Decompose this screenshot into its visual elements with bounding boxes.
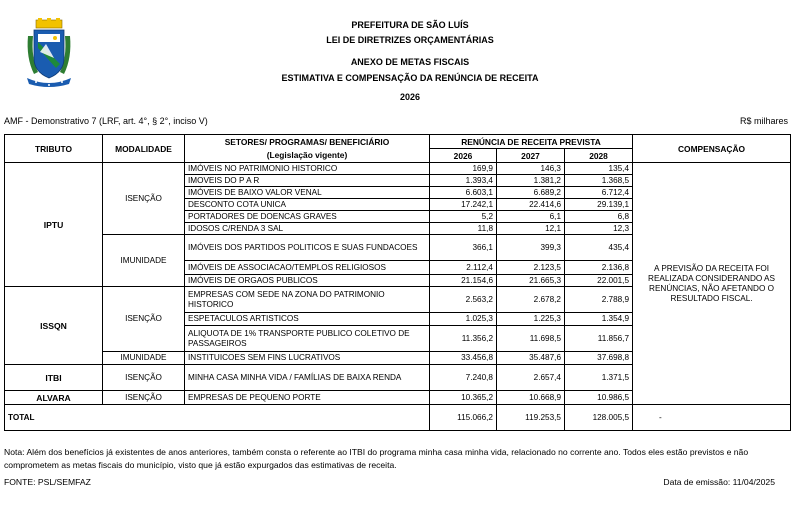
- source-label: FONTE: PSL/SEMFAZ: [4, 477, 91, 487]
- value-2028: 22.001,5: [565, 275, 633, 287]
- value-2027: 6,1: [497, 211, 565, 223]
- col-year-2027: 2027: [497, 149, 565, 163]
- value-2028: 6.712,4: [565, 187, 633, 199]
- value-2027: 35.487,6: [497, 352, 565, 365]
- value-2028: 2.136,8: [565, 261, 633, 275]
- value-2028: 435,4: [565, 235, 633, 261]
- setor-cell: IMOVEIS DO P A R: [185, 175, 430, 187]
- setor-cell: INSTITUICOES SEM FINS LUCRATIVOS: [185, 352, 430, 365]
- total-compensacao: -: [633, 405, 791, 431]
- value-2026: 169,9: [430, 163, 497, 175]
- header-year: 2026: [399, 92, 421, 102]
- emission-date: Data de emissão: 11/04/2025: [663, 477, 775, 487]
- setor-cell: IMÓVEIS DE ASSOCIACAO/TEMPLOS RELIGIOSOS: [185, 261, 430, 275]
- value-2028: 2.788,9: [565, 287, 633, 313]
- modalidade-imunidade: IMUNIDADE: [103, 352, 185, 365]
- value-2028: 1.354,9: [565, 313, 633, 326]
- total-row: [5, 405, 791, 431]
- table-row: [5, 163, 791, 175]
- modalidade-isencao: ISENÇÃO: [103, 287, 185, 352]
- value-2026: 2.112,4: [430, 261, 497, 275]
- value-2028: 1.371,5: [565, 365, 633, 391]
- footnote: Nota: Além dos benefícios já existentes de anos anteriores, também consta o referente ao ITBI do programa minha casa minha vida, relacionado no corrente ano. Todos eles estão previstos e não comprometem as metas fiscais do município, visto que já estão expurgados das estimativas de receita.: [4, 447, 749, 470]
- city-coat-of-arms: [24, 18, 74, 88]
- value-2027: 22.414,6: [497, 199, 565, 211]
- value-2028: 1.368,5: [565, 175, 633, 187]
- value-2027: 11.698,5: [497, 326, 565, 352]
- value-2026: 17.242,1: [430, 199, 497, 211]
- header-title: ESTIMATIVA E COMPENSAÇÃO DA RENÚNCIA DE RECEITA: [281, 73, 539, 83]
- value-2027: 1.225,3: [497, 313, 565, 326]
- value-2026: 11,8: [430, 223, 497, 235]
- value-2026: 1.025,3: [430, 313, 497, 326]
- col-year-2026: 2026: [430, 149, 497, 163]
- value-2028: 6,8: [565, 211, 633, 223]
- value-2028: 10.986,5: [565, 391, 633, 405]
- tributo-alvara: ALVARA: [5, 391, 103, 405]
- value-2028: 11.856,7: [565, 326, 633, 352]
- value-2027: 10.668,9: [497, 391, 565, 405]
- modalidade-imunidade: IMUNIDADE: [103, 235, 185, 287]
- value-2027: 146,3: [497, 163, 565, 175]
- value-2027: 12,1: [497, 223, 565, 235]
- value-2026: 5,2: [430, 211, 497, 223]
- setor-cell: IMÓVEIS DE BAIXO VALOR VENAL: [185, 187, 430, 199]
- modalidade-isencao: ISENÇÃO: [103, 365, 185, 391]
- setor-cell: IMÓVEIS DE ORGAOS PUBLICOS: [185, 275, 430, 287]
- value-2026: 10.365,2: [430, 391, 497, 405]
- col-setores: [185, 135, 430, 163]
- col-compensacao: COMPENSAÇÃO: [633, 135, 791, 163]
- col-setores-line2: (Legislação vigente): [266, 150, 348, 160]
- value-2026: 366,1: [430, 235, 497, 261]
- compensation-text: A PREVISÃO DA RECEITA FOI REALIZADA CONSIDERANDO AS RENÚNCIAS, NÃO AFETANDO O RESULTADO FISCAL.: [633, 163, 791, 405]
- value-2027: 2.678,2: [497, 287, 565, 313]
- value-2028: 37.698,8: [565, 352, 633, 365]
- setor-cell: ALIQUOTA DE 1% TRANSPORTE PUBLICO COLETIVO DE PASSAGEIROS: [185, 326, 430, 352]
- value-2027: 2.123,5: [497, 261, 565, 275]
- col-setores-line1: SETORES/ PROGRAMAS/ BENEFICIÁRIO: [224, 137, 390, 147]
- setor-cell: DESCONTO COTA UNICA: [185, 199, 430, 211]
- header-ldo: LEI DE DIRETRIZES ORÇAMENTÁRIAS: [326, 35, 494, 45]
- value-2028: 135,4: [565, 163, 633, 175]
- value-2027: 1.381,2: [497, 175, 565, 187]
- setor-cell: PORTADORES DE DOENCAS GRAVES: [185, 211, 430, 223]
- value-2028: 29.139,1: [565, 199, 633, 211]
- demonstrativo-label: AMF - Demonstrativo 7 (LRF, art. 4°, § 2°, inciso V): [4, 116, 208, 126]
- header-prefeitura: PREFEITURA DE SÃO LUÍS: [351, 20, 469, 30]
- value-2026: 21.154,6: [430, 275, 497, 287]
- setor-cell: IMÓVEIS DOS PARTIDOS POLITICOS E SUAS FUNDACOES: [185, 235, 430, 261]
- total-2027: 119.253,5: [497, 405, 565, 431]
- value-2027: 2.657,4: [497, 365, 565, 391]
- unit-label: R$ milhares: [739, 116, 788, 126]
- header-anexo: ANEXO DE METAS FISCAIS: [350, 57, 470, 67]
- total-2028: 128.005,5: [565, 405, 633, 431]
- setor-cell: MINHA CASA MINHA VIDA / FAMÍLIAS DE BAIXA RENDA: [185, 365, 430, 391]
- col-modalidade: MODALIDADE: [103, 135, 185, 163]
- setor-cell: IMÓVEIS NO PATRIMONIO HISTORICO: [185, 163, 430, 175]
- col-year-2028: 2028: [565, 149, 633, 163]
- value-2026: 11.356,2: [430, 326, 497, 352]
- tributo-itbi: ITBI: [5, 365, 103, 391]
- value-2027: 6.689,2: [497, 187, 565, 199]
- value-2027: 21.665,3: [497, 275, 565, 287]
- tributo-issqn: ISSQN: [5, 287, 103, 365]
- value-2026: 2.563,2: [430, 287, 497, 313]
- value-2026: 7.240,8: [430, 365, 497, 391]
- renuncia-table: [4, 134, 791, 431]
- total-label: TOTAL: [5, 405, 430, 431]
- col-tributo: TRIBUTO: [5, 135, 103, 163]
- setor-cell: EMPRESAS DE PEQUENO PORTE: [185, 391, 430, 405]
- value-2026: 1.393,4: [430, 175, 497, 187]
- total-2026: 115.066,2: [430, 405, 497, 431]
- value-2027: 399,3: [497, 235, 565, 261]
- value-2028: 12,3: [565, 223, 633, 235]
- tributo-iptu: IPTU: [5, 163, 103, 287]
- value-2026: 33.456,8: [430, 352, 497, 365]
- col-renuncia: RENÚNCIA DE RECEITA PREVISTA: [430, 135, 633, 149]
- setor-cell: IDOSOS C/RENDA 3 SAL: [185, 223, 430, 235]
- setor-cell: ESPETACULOS ARTISTICOS: [185, 313, 430, 326]
- modalidade-isencao: ISENÇÃO: [103, 163, 185, 235]
- modalidade-isencao: ISENÇÃO: [103, 391, 185, 405]
- value-2026: 6.603,1: [430, 187, 497, 199]
- setor-cell: EMPRESAS COM SEDE NA ZONA DO PATRIMONIO HISTORICO: [185, 287, 430, 313]
